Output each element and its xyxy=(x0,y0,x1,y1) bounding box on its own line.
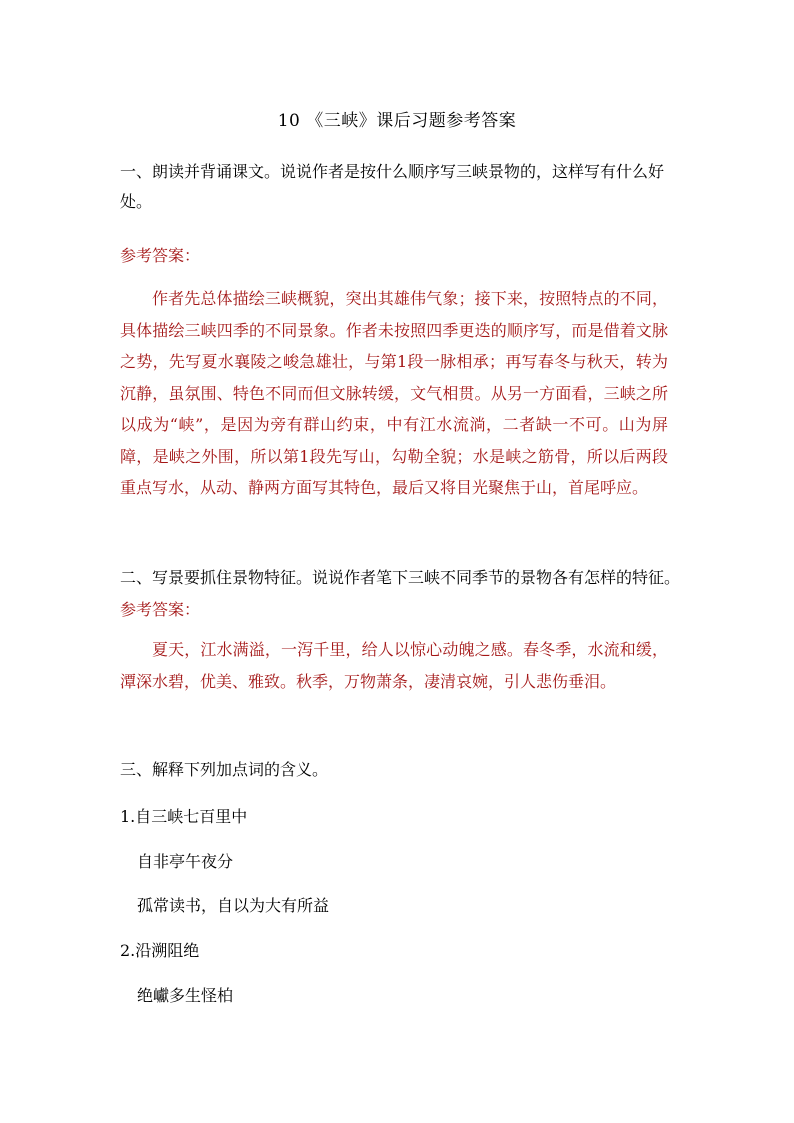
answer-2: 夏天，江水满溢，一泻千里，给人以惊心动魄之感。春冬季，水流和缓，潭深水碧，优美、雅致。秋季，万物萧条，凄清哀婉，引人悲伤垂泪。 xyxy=(120,640,668,691)
list-item: 1.自三峡七百里中 xyxy=(120,807,248,826)
answer-1: 作者先总体描绘三峡概貌，突出其雄伟气象；接下来，按照特点的不同，具体描绘三峡四季的不同景象。作者未按照四季更迭的顺序写，而是借着文脉之势，先写夏水襄陵之峻急雄壮，与第1段一脉相承；再写春冬与秋天，转为沉静，虽氛围、特色不同而但文脉转缓，文气相贯。从另一方面看，三峡之所以成为“峡”，是因为旁有群山约束，中有江水流淌，二者缺一不可。山为屏障，是峡之外围，所以第1段先写山，勾勒全貌；水是峡之筋骨，所以后两段重点写水，从动、静两方面写其特色，最后又将目光聚焦于山，首尾呼应。 xyxy=(120,289,668,497)
question-1: 一、朗读并背诵课文。说说作者是按什么顺序写三峡景物的，这样写有什么好处。 xyxy=(120,162,665,211)
page-title: 10 《三峡》课后习题参考答案 xyxy=(277,111,517,131)
question-3: 三、解释下列加点词的含义。 xyxy=(120,760,329,779)
answer-label-2: 参考答案： xyxy=(120,600,201,619)
list-item: 孤常读书，自以为大有所益 xyxy=(137,896,330,915)
list-item: 绝巘多生怪柏 xyxy=(137,986,234,1005)
list-item: 自非亭午夜分 xyxy=(137,852,234,871)
answer-label-1: 参考答案： xyxy=(120,246,201,265)
list-item: 2.沿溯阻绝 xyxy=(120,941,200,960)
question-2: 二、写景要抓住景物特征。说说作者笔下三峡不同季节的景物各有怎样的特征。 xyxy=(120,568,681,587)
